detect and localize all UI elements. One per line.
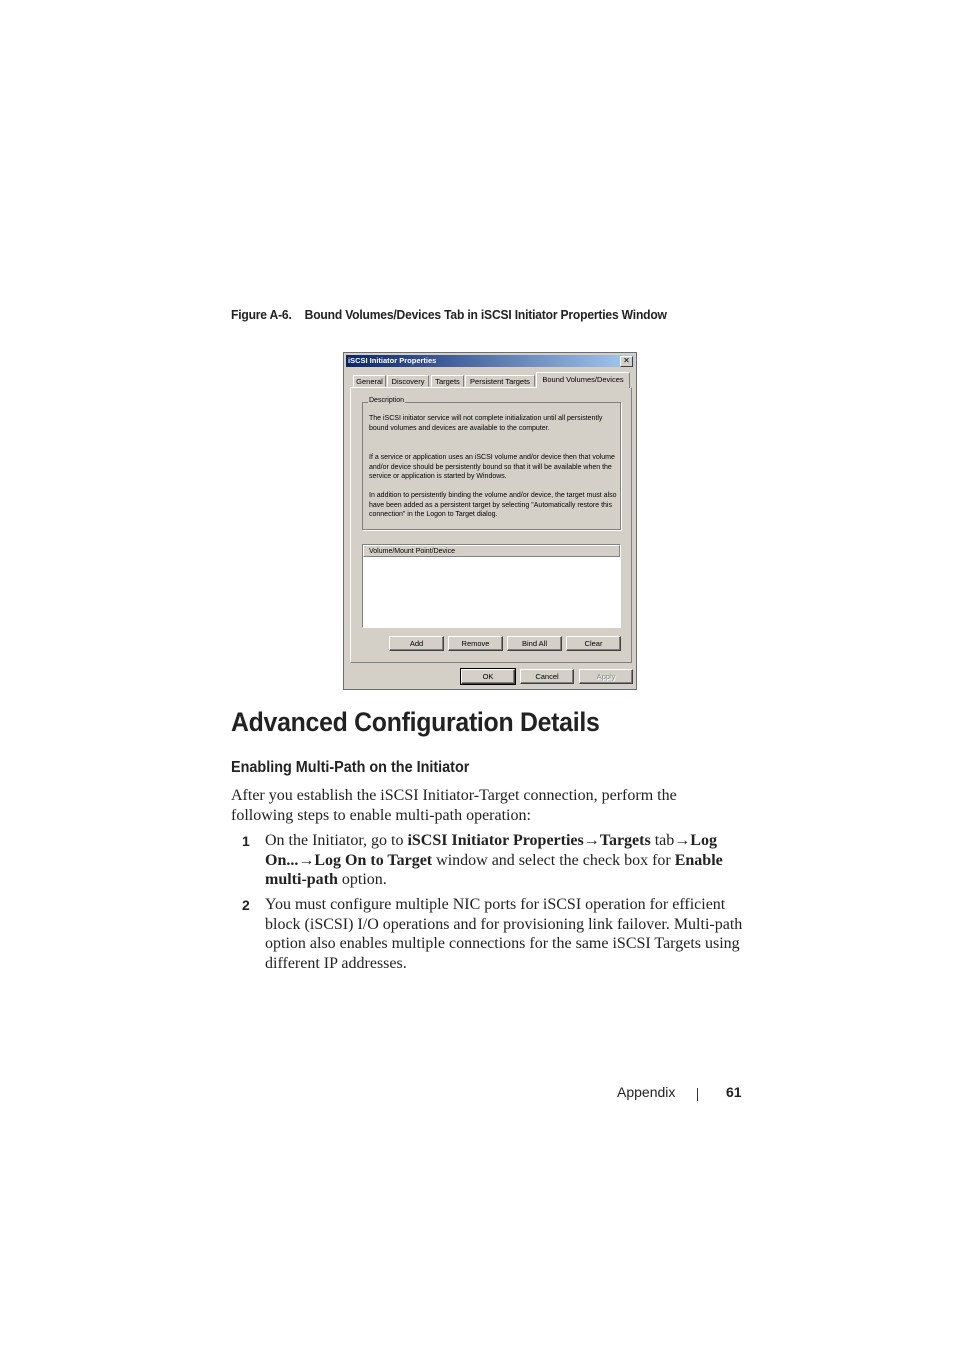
figure-caption [231,307,667,322]
tab-panel [350,387,632,663]
step-2-text: You must configure multiple NIC ports for iSCSI operation for efficient block (iSCSI) I/O operations and for provisioning link failover. Multi-path option also enables multiple connections for the same iSCSI Targets using different IP addresses. [265,896,743,972]
tab-general[interactable]: General [353,375,386,387]
dialog-titlebar [346,355,634,367]
step-number: 2 [242,897,250,913]
cancel-button[interactable]: Cancel [520,669,574,684]
section-title: Advanced Configuration Details [231,707,600,737]
add-button[interactable]: Add [389,636,444,651]
bound-volumes-list[interactable] [362,544,621,628]
list-column-header[interactable]: Volume/Mount Point/Device [363,545,620,557]
dialog-title: iSCSI Initiator Properties [348,356,437,365]
description-text: If a service or application uses an iSCSI volume and/or device then that volume and/or device should be persistently bound so that it will be available when the service or application is started by Windows. [369,454,615,480]
footer-section-name: Appendix [617,1084,676,1100]
intro-paragraph: After you establish the iSCSI Initiator-Target connection, perform the following steps to enable multi-path operation: [231,787,677,824]
page-number: 61 [726,1084,742,1100]
tab-discovery[interactable]: Discovery [387,375,429,387]
tab-bound-volumes-devices[interactable]: Bound Volumes/Devices [536,372,630,388]
footer-separator [697,1088,698,1101]
description-legend: Description [369,397,405,404]
description-text: In addition to persistently binding the volume and/or device, the target must also have been added as a persistent target by selecting "Automatically restore this connection" in the Logon to Target dialog. [369,492,617,518]
subsection-title: Enabling Multi-Path on the Initiator [231,759,470,776]
step-number: 1 [242,833,250,849]
iscsi-properties-dialog [343,352,637,690]
ok-button[interactable]: OK [461,669,515,684]
description-text: The iSCSI initiator service will not complete initialization until all persistently bound volumes and devices are available to the computer. [369,415,603,432]
apply-button[interactable]: Apply [579,669,633,684]
remove-button[interactable]: Remove [448,636,503,651]
tab-targets[interactable]: Targets [431,375,464,387]
figure-label: Figure A-6. [231,307,292,322]
close-icon[interactable]: ✕ [620,356,633,367]
description-groupbox [362,397,621,530]
figure-title: Bound Volumes/Devices Tab in iSCSI Initiator Properties Window [304,307,667,322]
step-1-text: On the Initiator, go to iSCSI Initiator Properties→Targets tab→Log On...→Log On to Target window and select the check box for Enable multi-path option. [265,832,723,888]
bind-all-button[interactable]: Bind All [507,636,562,651]
clear-button[interactable]: Clear [566,636,621,651]
tab-persistent-targets[interactable]: Persistent Targets [465,375,535,387]
